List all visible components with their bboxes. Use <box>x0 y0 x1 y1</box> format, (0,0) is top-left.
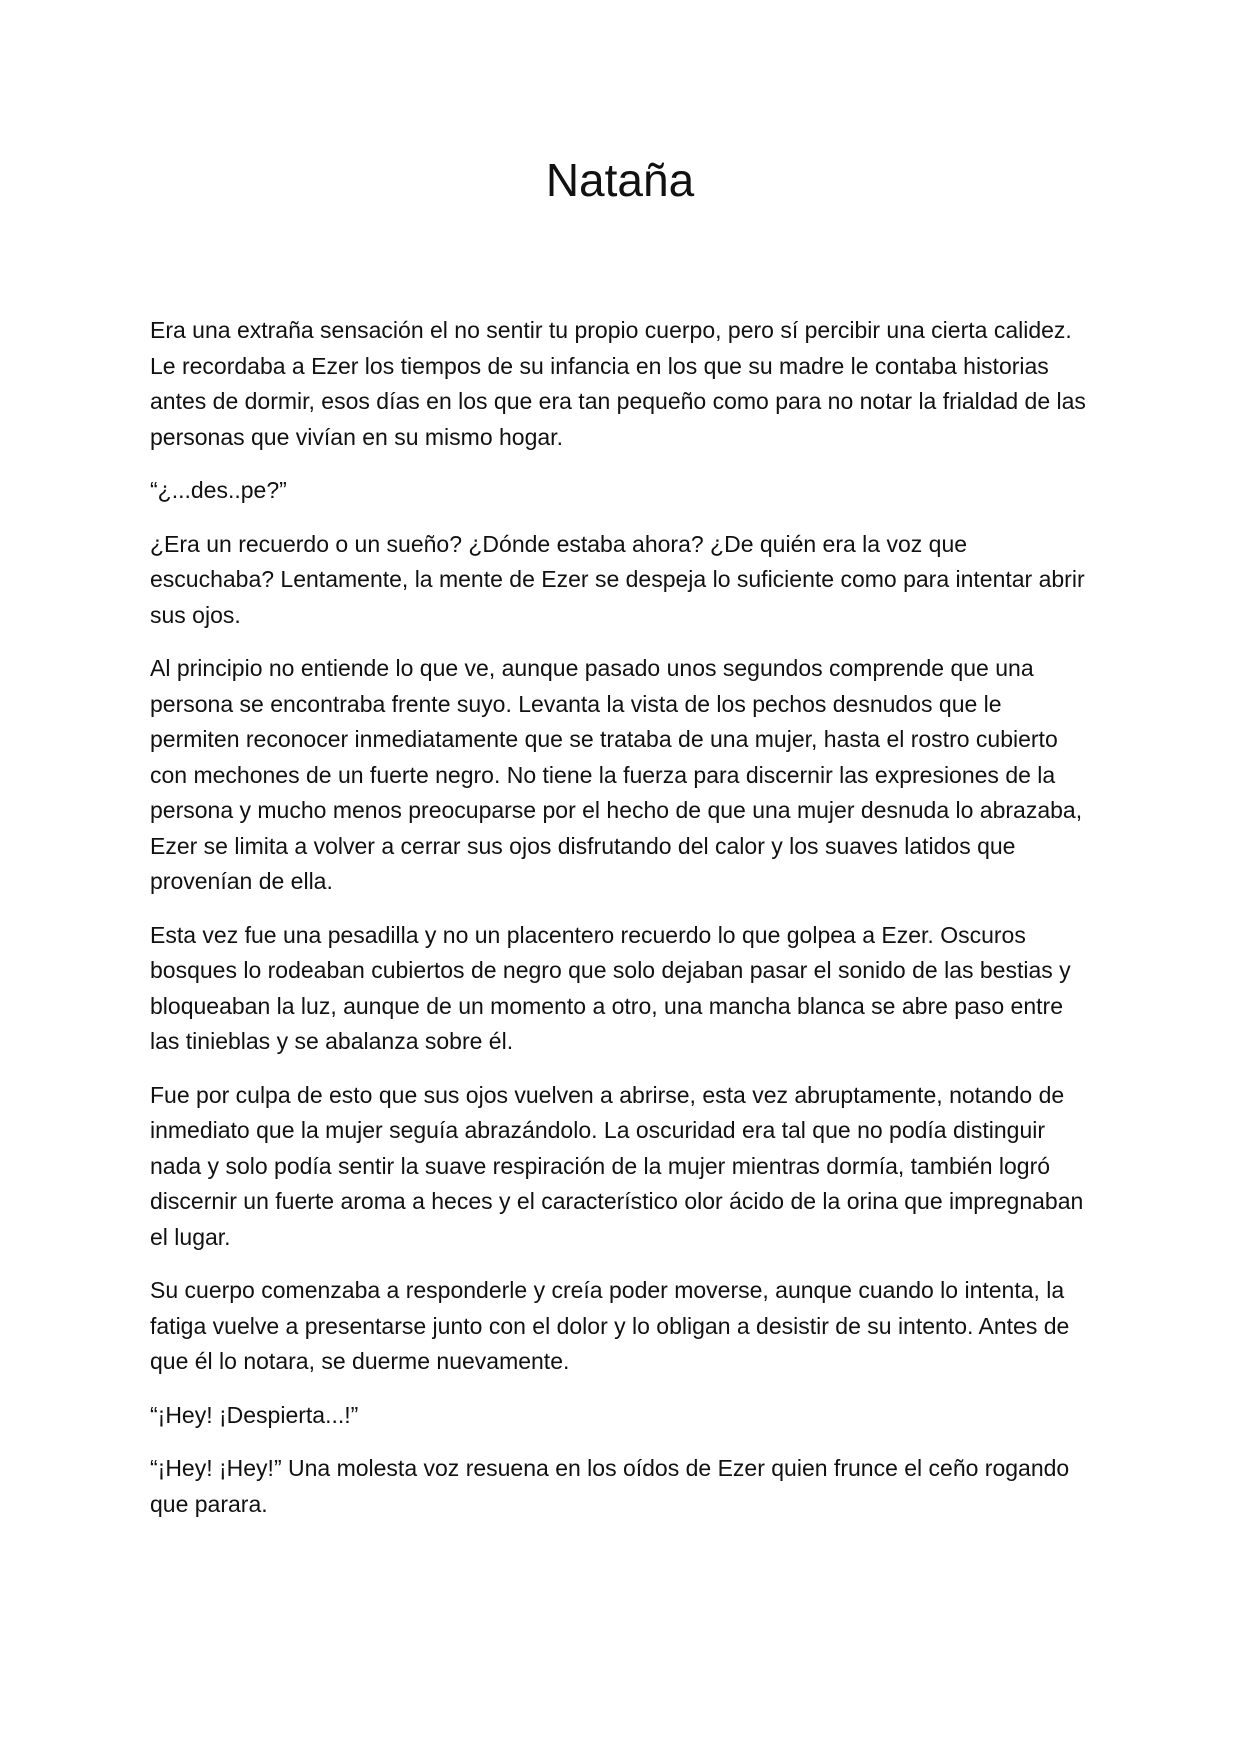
paragraph: “¡Hey! ¡Hey!” Una molesta voz resuena en los oídos de Ezer quien frunce el ceño rogando que parara. <box>150 1455 1070 1517</box>
paragraph: “¿...des..pe?” <box>150 477 287 503</box>
paragraph: “¡Hey! ¡Despierta...!” <box>150 1401 359 1428</box>
paragraph: Fue por culpa de esto que sus ojos vuelven a abrirse, esta vez abruptamente, notando de inmediato que la mujer seguía abrazándolo. La oscuridad era tal que no podía distinguir nada y solo podía sentir la suave respiración de la mujer mientras dormía, también logró discernir un fuerte aroma a heces y el característico olor ácido de la orina que impregnaban el lugar. <box>150 1081 1084 1250</box>
paragraph: Esta vez fue una pesadilla y no un placentero recuerdo lo que golpea a Ezer. Oscuros bosques lo rodeaban cubiertos de negro que solo dejaban pasar el sonido de las bestias y bloqueaban la luz, aunque de un momento a otro, una mancha blanca se abre paso entre las tinieblas y se abalanza sobre él. <box>150 921 1071 1054</box>
paragraph: Su cuerpo comenzaba a responderle y creía poder moverse, aunque cuando lo intenta, la fatiga vuelve a presentarse junto con el dolor y lo obligan a desistir de su intento. Antes de que él lo notara, se duerme nuevamente. <box>150 1277 1070 1374</box>
document-body <box>150 313 1095 1540</box>
paragraph: ¿Era un recuerdo o un sueño? ¿Dónde estaba ahora? ¿De quién era la voz que escuchaba? Lentamente, la mente de Ezer se despeja lo suficiente como para intentar abrir sus ojos. <box>150 530 1085 628</box>
document-title: Nataña <box>545 154 695 206</box>
paragraph: Al principio no entiende lo que ve, aunque pasado unos segundos comprende que una persona se encontraba frente suyo. Levanta la vista de los pechos desnudos que le permiten reconocer inmediatamente que se trataba de una mujer, hasta el rostro cubierto con mechones de un fuerte negro. No tiene la fuerza para discernir las expresiones de la persona y mucho menos preocuparse por el hecho de que una mujer desnuda lo abrazaba, Ezer se limita a volver a cerrar sus ojos disfrutando del calor y los suaves latidos que provenían de ella. <box>150 655 1083 894</box>
paragraph: Era una extraña sensación el no sentir tu propio cuerpo, pero sí percibir una cierta calidez. Le recordaba a Ezer los tiempos de su infancia en los que su madre le contaba historias antes de dormir, esos días en los que era tan pequeño como para no notar la frialdad de las personas que vivían en su mismo hogar. <box>150 317 1086 450</box>
